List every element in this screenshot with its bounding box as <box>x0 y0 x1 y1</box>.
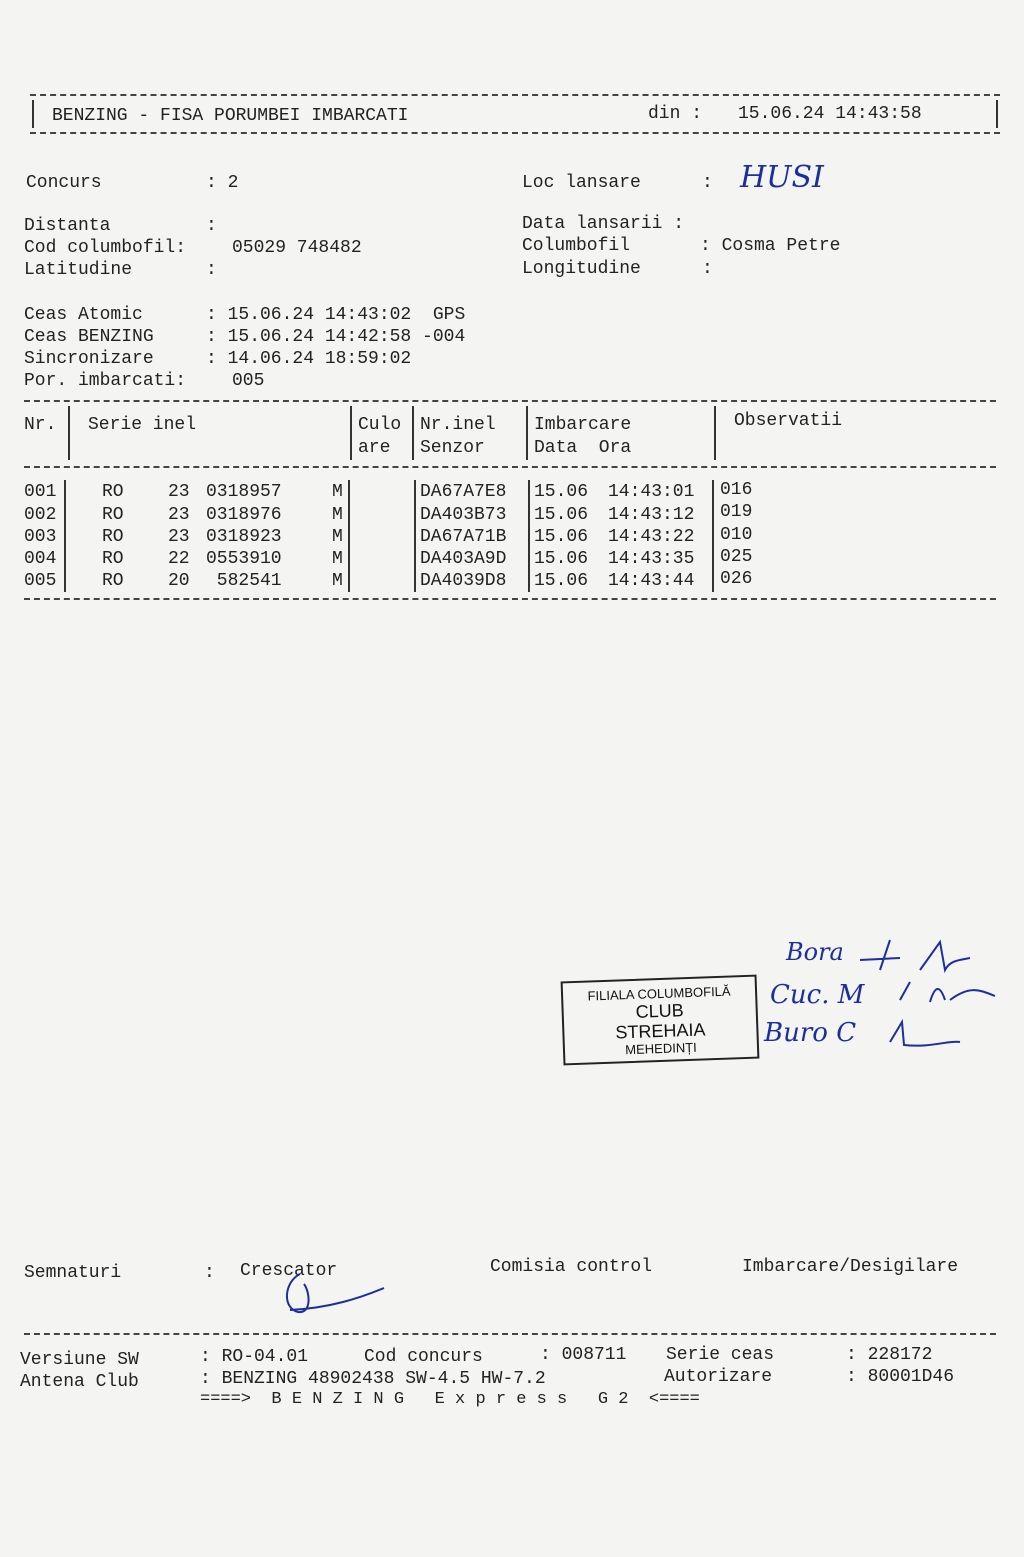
col-header-imbarcare-1: Imbarcare <box>534 415 632 435</box>
cell-date: 15.06 <box>534 571 589 591</box>
header-left-border <box>32 100 34 128</box>
loc-lansare-colon: : <box>702 173 713 193</box>
columbofil-value: : Cosma Petre <box>700 236 841 256</box>
table-bottom-border <box>24 598 996 600</box>
stamp-line-2: CLUB <box>635 1000 685 1022</box>
cell-observatii: 025 <box>720 547 753 567</box>
stamp-line-4: MEHEDINȚI <box>625 1039 697 1058</box>
col-divider <box>64 480 66 592</box>
data-lansarii-label: Data lansarii : <box>522 214 685 234</box>
cell-sensor: DA67A71B <box>420 527 507 547</box>
cell-date: 15.06 <box>534 527 589 547</box>
club-stamp <box>561 975 760 1066</box>
autorizare-value: : 80001D46 <box>846 1367 955 1387</box>
cell-year: 23 <box>168 482 190 502</box>
col-header-serie: Serie inel <box>88 415 197 435</box>
cell-country: RO <box>102 527 124 547</box>
cell-ring: 0318957 <box>206 482 282 502</box>
cell-year: 23 <box>168 505 190 525</box>
cell-sex: M <box>332 527 343 547</box>
cell-nr: 005 <box>24 571 57 591</box>
report-datetime: 15.06.24 14:43:58 <box>738 104 922 124</box>
cell-country: RO <box>102 571 124 591</box>
col-header-culoare-1: Culo <box>358 415 402 435</box>
cell-date: 15.06 <box>534 482 589 502</box>
cell-time: 14:43:35 <box>608 549 695 569</box>
semnaturi-colon: : <box>204 1263 215 1283</box>
cell-observatii: 019 <box>720 502 753 522</box>
date-label: din : <box>648 104 703 124</box>
crescator-label: Crescator <box>240 1261 338 1281</box>
col-header-nrinel-2: Senzor <box>420 438 485 458</box>
crescator-signature <box>270 1262 400 1322</box>
stamp-line-3: STREHAIA <box>615 1019 706 1043</box>
cell-ring: 0318923 <box>206 527 282 547</box>
cell-sensor: DA4039D8 <box>420 571 507 591</box>
cell-nr: 003 <box>24 527 57 547</box>
cell-date: 15.06 <box>534 549 589 569</box>
cell-sex: M <box>332 549 343 569</box>
report-title: BENZING - FISA PORUMBEI IMBARCATI <box>52 106 409 126</box>
cell-time: 14:43:01 <box>608 482 695 502</box>
cell-nr: 004 <box>24 549 57 569</box>
benzing-banner: ====> B E N Z I N G E x p r e s s G 2 <==== <box>200 1390 700 1409</box>
ceas-atomic-label: Ceas Atomic <box>24 305 143 325</box>
col-header-imbarcare-2: Data Ora <box>534 438 632 458</box>
cell-ring: 0553910 <box>206 549 282 569</box>
serie-ceas-value: : 228172 <box>846 1345 933 1365</box>
col-header-nr: Nr. <box>24 415 57 435</box>
col-divider <box>348 480 350 592</box>
latitudine-label: Latitudine <box>24 260 133 280</box>
col-header-culoare-2: are <box>358 438 391 458</box>
col-divider <box>350 406 352 460</box>
col-divider <box>412 406 414 460</box>
longitudine-label: Longitudine <box>522 259 641 279</box>
distanta-label: Distanta <box>24 216 111 236</box>
cell-year: 22 <box>168 549 190 569</box>
table-top-border <box>24 400 996 402</box>
versiune-value: : RO-04.01 <box>200 1347 309 1367</box>
signature-scribbles <box>840 930 1020 1060</box>
header-bottom-border <box>30 132 1000 134</box>
longitudine-value: : <box>702 259 713 279</box>
porumbei-imbarcati-label: Por. imbarcati: <box>24 371 187 391</box>
cell-time: 14:43:44 <box>608 571 695 591</box>
cell-sex: M <box>332 505 343 525</box>
antena-label: Antena Club <box>20 1372 139 1392</box>
sincronizare-value: : 14.06.24 18:59:02 <box>206 349 412 369</box>
cell-year: 20 <box>168 571 190 591</box>
serie-ceas-label: Serie ceas <box>666 1345 775 1365</box>
antena-value: : BENZING 48902438 SW-4.5 HW-7.2 <box>200 1369 546 1389</box>
comisia-label: Comisia control <box>490 1257 653 1277</box>
cell-sensor: DA403A9D <box>420 549 507 569</box>
cell-observatii: 026 <box>720 569 753 589</box>
columbofil-label: Columbofil <box>522 236 631 256</box>
latitudine-value: : <box>206 260 217 280</box>
col-divider <box>414 480 416 592</box>
cell-ring: 582541 <box>206 571 282 591</box>
ceas-benzing-value: : 15.06.24 14:42:58 -004 <box>206 327 466 347</box>
header-right-border <box>996 100 998 128</box>
concurs-label: Concurs <box>26 173 102 193</box>
header-top-border <box>30 94 1000 96</box>
autorizare-label: Autorizare <box>664 1367 773 1387</box>
cell-nr: 001 <box>24 482 57 502</box>
porumbei-imbarcati-value: 005 <box>232 371 265 391</box>
cell-date: 15.06 <box>534 505 589 525</box>
cell-ring: 0318976 <box>206 505 282 525</box>
versiune-label: Versiune SW <box>20 1350 139 1370</box>
cod-concurs-label: Cod concurs <box>364 1347 483 1367</box>
cell-sex: M <box>332 482 343 502</box>
cell-year: 23 <box>168 527 190 547</box>
loc-lansare-label: Loc lansare <box>522 173 641 193</box>
cell-sensor: DA67A7E8 <box>420 482 507 502</box>
cell-country: RO <box>102 549 124 569</box>
col-divider <box>528 480 530 592</box>
cell-country: RO <box>102 482 124 502</box>
col-header-observatii: Observatii <box>734 411 843 431</box>
ceas-atomic-value: : 15.06.24 14:43:02 GPS <box>206 305 466 325</box>
sincronizare-label: Sincronizare <box>24 349 154 369</box>
loc-lansare-handwritten: HUSI <box>740 160 824 195</box>
table-header-border <box>24 466 996 468</box>
cod-concurs-value: : 008711 <box>540 1345 627 1365</box>
cell-sensor: DA403B73 <box>420 505 507 525</box>
col-header-nrinel-1: Nr.inel <box>420 415 496 435</box>
concurs-value: : 2 <box>206 173 239 193</box>
ceas-benzing-label: Ceas BENZING <box>24 327 154 347</box>
footer-divider <box>24 1333 996 1335</box>
col-divider <box>68 406 70 460</box>
cell-time: 14:43:12 <box>608 505 695 525</box>
handwritten-signature-1: Bora <box>786 938 844 966</box>
distanta-value: : <box>206 216 217 236</box>
cell-sex: M <box>332 571 343 591</box>
semnaturi-label: Semnaturi <box>24 1263 122 1283</box>
cell-observatii: 010 <box>720 525 753 545</box>
col-divider <box>526 406 528 460</box>
cell-nr: 002 <box>24 505 57 525</box>
cell-time: 14:43:22 <box>608 527 695 547</box>
cell-observatii: 016 <box>720 480 753 500</box>
col-divider <box>712 480 714 592</box>
cod-columbofil-value: 05029 748482 <box>232 238 362 258</box>
handwritten-signature-2: Cuc. M <box>770 980 865 1010</box>
col-divider <box>714 406 716 460</box>
stamp-line-1: FILIALA COLUMBOFILĂ <box>587 983 731 1004</box>
imbarcare-desigilare-label: Imbarcare/Desigilare <box>742 1257 959 1277</box>
handwritten-signature-3: Buro C <box>764 1018 857 1048</box>
cod-columbofil-label: Cod columbofil: <box>24 238 187 258</box>
cell-country: RO <box>102 505 124 525</box>
